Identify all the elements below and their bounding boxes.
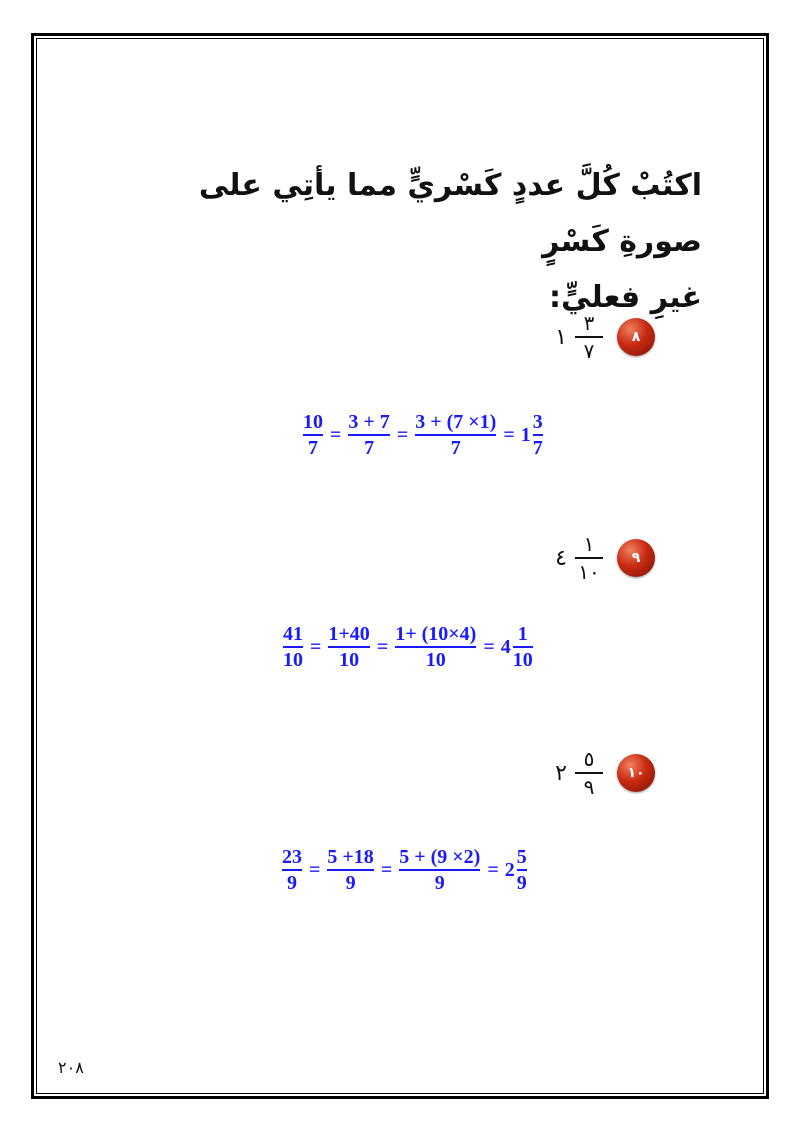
fraction-bar	[303, 434, 323, 436]
answer-mixed-number	[521, 411, 544, 459]
mixed-whole: ١	[555, 324, 567, 350]
equals-sign: =	[310, 635, 322, 658]
mixed-numerator: ٣	[583, 311, 595, 335]
numerator: 41	[283, 623, 303, 645]
problem-number-badge: ١٠	[617, 754, 655, 792]
equation-10	[281, 846, 528, 894]
fraction-bar	[395, 646, 476, 648]
answer-mixed-number	[501, 623, 534, 671]
fraction-bar	[575, 772, 603, 774]
instruction-line-1: اكتُبْ كُلَّ عددٍ كَسْريٍّ مما يأتِي على صورةِ كَسْرٍ	[198, 168, 702, 259]
fraction-bar	[282, 869, 302, 871]
equals-sign: =	[330, 423, 342, 446]
denominator: 9	[287, 872, 297, 894]
numerator: 3	[532, 411, 543, 433]
answer-whole: 1	[520, 423, 531, 446]
denominator: 7	[364, 437, 375, 459]
fraction-bar	[575, 557, 603, 559]
numerator: 3 + (7 ×1)	[415, 411, 497, 433]
equals-sign: =	[396, 423, 409, 446]
fraction-bar	[399, 869, 480, 871]
numerator: 5 + (9 ×2)	[399, 846, 481, 868]
answer-fraction	[532, 411, 544, 459]
step1-fraction	[347, 411, 390, 459]
fraction-bar	[517, 869, 527, 871]
denominator: 7	[450, 437, 461, 459]
mixed-whole: ٤	[555, 545, 567, 571]
denominator: 10	[339, 649, 360, 671]
numerator: 10	[303, 411, 323, 433]
numerator: 1+40	[328, 623, 370, 645]
mixed-denominator: ٩	[583, 775, 595, 799]
step1-fraction	[326, 846, 374, 894]
equation-9	[282, 623, 534, 671]
result-fraction	[281, 846, 303, 894]
problem-number-badge: ٨	[617, 318, 655, 356]
numerator: 23	[282, 846, 302, 868]
answer-mixed-number	[505, 846, 528, 894]
problem-number-badge: ٩	[617, 539, 655, 577]
answer-whole: 2	[504, 858, 515, 881]
equals-sign: =	[376, 635, 389, 658]
numerator: 5	[516, 846, 527, 868]
mixed-fraction	[575, 748, 603, 798]
mixed-denominator: ١٠	[578, 560, 600, 584]
fraction-bar	[513, 646, 533, 648]
mixed-numerator: ١	[583, 532, 595, 556]
mixed-numerator: ٥	[583, 747, 595, 771]
fraction-bar	[415, 434, 496, 436]
numerator: 1	[517, 623, 528, 645]
denominator: 10	[425, 649, 446, 671]
result-fraction	[302, 411, 324, 459]
numerator: 3 + 7	[348, 411, 390, 433]
mixed-whole: ٢	[555, 760, 567, 786]
answer-fraction	[516, 846, 528, 894]
mixed-fraction	[575, 312, 603, 362]
equals-sign: =	[483, 635, 495, 658]
step2-fraction	[414, 411, 497, 459]
equation-8	[302, 411, 544, 459]
fraction-bar	[283, 646, 303, 648]
problem-9	[555, 528, 655, 588]
result-fraction	[282, 623, 304, 671]
equals-sign: =	[380, 858, 393, 881]
fraction-bar	[533, 434, 543, 436]
mixed-fraction	[575, 533, 603, 583]
denominator: 7	[532, 437, 543, 459]
step2-fraction	[394, 623, 477, 671]
mixed-number	[555, 533, 603, 583]
denominator: 9	[345, 872, 356, 894]
denominator: 7	[308, 437, 318, 459]
mixed-number	[555, 312, 603, 362]
numerator: 1+ (10×4)	[395, 623, 477, 645]
numerator: 5 +18	[327, 846, 374, 868]
instruction-text	[142, 158, 702, 326]
problem-8	[555, 307, 655, 367]
problem-10	[555, 743, 655, 803]
mixed-number	[555, 748, 603, 798]
fraction-bar	[348, 434, 389, 436]
answer-fraction	[512, 623, 534, 671]
mixed-denominator: ٧	[583, 339, 595, 363]
step2-fraction	[398, 846, 481, 894]
denominator: 9	[434, 872, 445, 894]
denominator: 9	[516, 872, 527, 894]
equals-sign: =	[309, 858, 321, 881]
fraction-bar	[327, 869, 373, 871]
equals-sign: =	[503, 423, 515, 446]
denominator: 10	[283, 649, 303, 671]
denominator: 10	[512, 649, 533, 671]
equals-sign: =	[487, 858, 499, 881]
step1-fraction	[327, 623, 370, 671]
fraction-bar	[575, 336, 603, 338]
instruction-line-2: غيرِ فعليٍّ:	[548, 280, 702, 315]
fraction-bar	[328, 646, 369, 648]
page-number: ٢٠٨	[58, 1058, 84, 1077]
answer-whole: 4	[500, 635, 511, 658]
